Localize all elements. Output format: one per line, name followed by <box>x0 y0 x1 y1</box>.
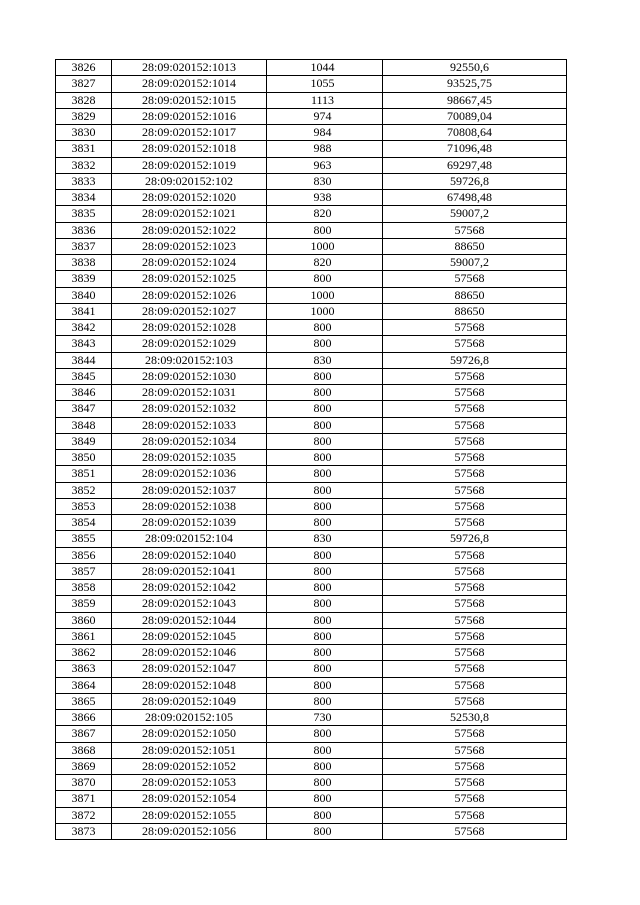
area-cell: 800 <box>267 336 383 352</box>
area-cell: 963 <box>267 157 383 173</box>
row-number-cell: 3835 <box>56 206 112 222</box>
value-cell: 57568 <box>383 563 567 579</box>
table-row <box>56 433 567 449</box>
table-row <box>56 303 567 319</box>
row-number-cell: 3833 <box>56 173 112 189</box>
value-cell: 57568 <box>383 336 567 352</box>
cadastral-number-cell: 28:09:020152:104 <box>112 531 267 547</box>
cadastral-number-cell: 28:09:020152:1019 <box>112 157 267 173</box>
row-number-cell: 3873 <box>56 823 112 839</box>
table-row <box>56 222 567 238</box>
table-row <box>56 645 567 661</box>
table-row <box>56 580 567 596</box>
cadastral-number-cell: 28:09:020152:1024 <box>112 255 267 271</box>
table-row <box>56 823 567 839</box>
row-number-cell: 3841 <box>56 303 112 319</box>
area-cell: 800 <box>267 742 383 758</box>
area-cell: 800 <box>267 775 383 791</box>
row-number-cell: 3863 <box>56 661 112 677</box>
table-row <box>56 693 567 709</box>
table-row <box>56 385 567 401</box>
cadastral-number-cell: 28:09:020152:1018 <box>112 141 267 157</box>
value-cell: 57568 <box>383 433 567 449</box>
value-cell: 57568 <box>383 596 567 612</box>
row-number-cell: 3836 <box>56 222 112 238</box>
table-row <box>56 401 567 417</box>
area-cell: 800 <box>267 726 383 742</box>
row-number-cell: 3855 <box>56 531 112 547</box>
value-cell: 59726,8 <box>383 352 567 368</box>
area-cell: 830 <box>267 352 383 368</box>
value-cell: 57568 <box>383 368 567 384</box>
table-row <box>56 742 567 758</box>
row-number-cell: 3868 <box>56 742 112 758</box>
cadastral-number-cell: 28:09:020152:1014 <box>112 76 267 92</box>
value-cell: 59007,2 <box>383 206 567 222</box>
value-cell: 57568 <box>383 401 567 417</box>
table-row <box>56 547 567 563</box>
row-number-cell: 3872 <box>56 807 112 823</box>
row-number-cell: 3859 <box>56 596 112 612</box>
area-cell: 800 <box>267 547 383 563</box>
cadastral-number-cell: 28:09:020152:1037 <box>112 482 267 498</box>
cadastral-number-cell: 28:09:020152:1041 <box>112 563 267 579</box>
row-number-cell: 3865 <box>56 693 112 709</box>
row-number-cell: 3838 <box>56 255 112 271</box>
row-number-cell: 3861 <box>56 628 112 644</box>
area-cell: 800 <box>267 758 383 774</box>
row-number-cell: 3850 <box>56 450 112 466</box>
table-row <box>56 352 567 368</box>
row-number-cell: 3849 <box>56 433 112 449</box>
cadastral-number-cell: 28:09:020152:1026 <box>112 287 267 303</box>
area-cell: 800 <box>267 222 383 238</box>
value-cell: 67498,48 <box>383 190 567 206</box>
cadastral-number-cell: 28:09:020152:1040 <box>112 547 267 563</box>
cadastral-number-cell: 28:09:020152:1043 <box>112 596 267 612</box>
cadastral-number-cell: 28:09:020152:1044 <box>112 612 267 628</box>
table-row <box>56 417 567 433</box>
table-row <box>56 336 567 352</box>
area-cell: 730 <box>267 710 383 726</box>
cadastral-number-cell: 28:09:020152:1025 <box>112 271 267 287</box>
value-cell: 59007,2 <box>383 255 567 271</box>
area-cell: 820 <box>267 255 383 271</box>
row-number-cell: 3831 <box>56 141 112 157</box>
row-number-cell: 3844 <box>56 352 112 368</box>
cadastral-number-cell: 28:09:020152:1020 <box>112 190 267 206</box>
area-cell: 800 <box>267 368 383 384</box>
cadastral-number-cell: 28:09:020152:1054 <box>112 791 267 807</box>
value-cell: 57568 <box>383 612 567 628</box>
row-number-cell: 3832 <box>56 157 112 173</box>
cadastral-number-cell: 28:09:020152:1031 <box>112 385 267 401</box>
value-cell: 57568 <box>383 515 567 531</box>
cadastral-number-cell: 28:09:020152:1034 <box>112 433 267 449</box>
cadastral-number-cell: 28:09:020152:1045 <box>112 628 267 644</box>
row-number-cell: 3864 <box>56 677 112 693</box>
row-number-cell: 3856 <box>56 547 112 563</box>
row-number-cell: 3846 <box>56 385 112 401</box>
table-row <box>56 206 567 222</box>
cadastral-number-cell: 28:09:020152:1016 <box>112 108 267 124</box>
cadastral-number-cell: 28:09:020152:1056 <box>112 823 267 839</box>
area-cell: 800 <box>267 661 383 677</box>
area-cell: 800 <box>267 596 383 612</box>
table-row <box>56 466 567 482</box>
table-row <box>56 791 567 807</box>
area-cell: 830 <box>267 531 383 547</box>
cadastral-number-cell: 28:09:020152:1052 <box>112 758 267 774</box>
area-cell: 800 <box>267 645 383 661</box>
cadastral-number-cell: 28:09:020152:102 <box>112 173 267 189</box>
row-number-cell: 3866 <box>56 710 112 726</box>
table-row <box>56 612 567 628</box>
row-number-cell: 3858 <box>56 580 112 596</box>
value-cell: 57568 <box>383 580 567 596</box>
value-cell: 57568 <box>383 742 567 758</box>
cadastral-number-cell: 28:09:020152:1029 <box>112 336 267 352</box>
cadastral-number-cell: 28:09:020152:1028 <box>112 320 267 336</box>
cadastral-number-cell: 28:09:020152:1051 <box>112 742 267 758</box>
area-cell: 800 <box>267 612 383 628</box>
table-row <box>56 125 567 141</box>
value-cell: 57568 <box>383 450 567 466</box>
table-row <box>56 108 567 124</box>
table-row <box>56 450 567 466</box>
area-cell: 800 <box>267 580 383 596</box>
area-cell: 800 <box>267 482 383 498</box>
cadastral-number-cell: 28:09:020152:1036 <box>112 466 267 482</box>
table-row <box>56 726 567 742</box>
cadastral-number-cell: 28:09:020152:1022 <box>112 222 267 238</box>
value-cell: 57568 <box>383 222 567 238</box>
table-row <box>56 173 567 189</box>
value-cell: 57568 <box>383 807 567 823</box>
value-cell: 71096,48 <box>383 141 567 157</box>
row-number-cell: 3862 <box>56 645 112 661</box>
row-number-cell: 3852 <box>56 482 112 498</box>
area-cell: 800 <box>267 433 383 449</box>
table-row <box>56 255 567 271</box>
cadastral-number-cell: 28:09:020152:1027 <box>112 303 267 319</box>
cadastral-number-cell: 28:09:020152:1055 <box>112 807 267 823</box>
value-cell: 57568 <box>383 758 567 774</box>
row-number-cell: 3843 <box>56 336 112 352</box>
table-row <box>56 775 567 791</box>
value-cell: 57568 <box>383 417 567 433</box>
row-number-cell: 3848 <box>56 417 112 433</box>
table-row <box>56 628 567 644</box>
area-cell: 938 <box>267 190 383 206</box>
value-cell: 98667,45 <box>383 92 567 108</box>
row-number-cell: 3857 <box>56 563 112 579</box>
cadastral-number-cell: 28:09:020152:1050 <box>112 726 267 742</box>
row-number-cell: 3830 <box>56 125 112 141</box>
cadastral-number-cell: 28:09:020152:1047 <box>112 661 267 677</box>
cadastral-number-cell: 28:09:020152:1013 <box>112 60 267 76</box>
table-row <box>56 76 567 92</box>
area-cell: 800 <box>267 401 383 417</box>
cadastral-number-cell: 28:09:020152:1032 <box>112 401 267 417</box>
value-cell: 52530,8 <box>383 710 567 726</box>
cadastral-number-cell: 28:09:020152:1023 <box>112 238 267 254</box>
table-row <box>56 807 567 823</box>
table-row <box>56 758 567 774</box>
value-cell: 93525,75 <box>383 76 567 92</box>
row-number-cell: 3829 <box>56 108 112 124</box>
row-number-cell: 3828 <box>56 92 112 108</box>
row-number-cell: 3839 <box>56 271 112 287</box>
table-row <box>56 677 567 693</box>
table-body <box>56 60 567 840</box>
value-cell: 70808,64 <box>383 125 567 141</box>
row-number-cell: 3860 <box>56 612 112 628</box>
cadastral-number-cell: 28:09:020152:1048 <box>112 677 267 693</box>
cadastral-number-cell: 28:09:020152:1015 <box>112 92 267 108</box>
row-number-cell: 3854 <box>56 515 112 531</box>
area-cell: 974 <box>267 108 383 124</box>
value-cell: 57568 <box>383 661 567 677</box>
table-row <box>56 157 567 173</box>
value-cell: 57568 <box>383 775 567 791</box>
row-number-cell: 3827 <box>56 76 112 92</box>
row-number-cell: 3837 <box>56 238 112 254</box>
table-row <box>56 515 567 531</box>
table-row <box>56 238 567 254</box>
row-number-cell: 3870 <box>56 775 112 791</box>
row-number-cell: 3847 <box>56 401 112 417</box>
table-row <box>56 271 567 287</box>
area-cell: 800 <box>267 417 383 433</box>
row-number-cell: 3842 <box>56 320 112 336</box>
area-cell: 1000 <box>267 287 383 303</box>
value-cell: 57568 <box>383 726 567 742</box>
cadastral-number-cell: 28:09:020152:1042 <box>112 580 267 596</box>
area-cell: 800 <box>267 320 383 336</box>
value-cell: 57568 <box>383 482 567 498</box>
row-number-cell: 3845 <box>56 368 112 384</box>
table-row <box>56 661 567 677</box>
area-cell: 800 <box>267 498 383 514</box>
table-row <box>56 498 567 514</box>
row-number-cell: 3853 <box>56 498 112 514</box>
area-cell: 800 <box>267 807 383 823</box>
cadastral-number-cell: 28:09:020152:1017 <box>112 125 267 141</box>
area-cell: 800 <box>267 823 383 839</box>
value-cell: 57568 <box>383 628 567 644</box>
area-cell: 988 <box>267 141 383 157</box>
row-number-cell: 3867 <box>56 726 112 742</box>
value-cell: 57568 <box>383 823 567 839</box>
area-cell: 1113 <box>267 92 383 108</box>
area-cell: 984 <box>267 125 383 141</box>
value-cell: 57568 <box>383 498 567 514</box>
cadastral-number-cell: 28:09:020152:105 <box>112 710 267 726</box>
table-row <box>56 531 567 547</box>
area-cell: 800 <box>267 628 383 644</box>
area-cell: 800 <box>267 271 383 287</box>
table-row <box>56 320 567 336</box>
area-cell: 820 <box>267 206 383 222</box>
area-cell: 800 <box>267 563 383 579</box>
value-cell: 88650 <box>383 303 567 319</box>
value-cell: 69297,48 <box>383 157 567 173</box>
area-cell: 800 <box>267 677 383 693</box>
row-number-cell: 3834 <box>56 190 112 206</box>
table-row <box>56 287 567 303</box>
table-row <box>56 368 567 384</box>
value-cell: 88650 <box>383 287 567 303</box>
row-number-cell: 3851 <box>56 466 112 482</box>
area-cell: 800 <box>267 385 383 401</box>
value-cell: 57568 <box>383 693 567 709</box>
cadastral-number-cell: 28:09:020152:1021 <box>112 206 267 222</box>
area-cell: 800 <box>267 515 383 531</box>
value-cell: 57568 <box>383 385 567 401</box>
value-cell: 59726,8 <box>383 173 567 189</box>
cadastral-number-cell: 28:09:020152:1038 <box>112 498 267 514</box>
cadastral-number-cell: 28:09:020152:103 <box>112 352 267 368</box>
area-cell: 800 <box>267 693 383 709</box>
table-row <box>56 710 567 726</box>
table-row <box>56 60 567 76</box>
area-cell: 1055 <box>267 76 383 92</box>
area-cell: 830 <box>267 173 383 189</box>
cadastral-number-cell: 28:09:020152:1049 <box>112 693 267 709</box>
cadastral-number-cell: 28:09:020152:1039 <box>112 515 267 531</box>
value-cell: 57568 <box>383 466 567 482</box>
value-cell: 57568 <box>383 547 567 563</box>
table-row <box>56 482 567 498</box>
cadastral-number-cell: 28:09:020152:1035 <box>112 450 267 466</box>
value-cell: 57568 <box>383 320 567 336</box>
value-cell: 88650 <box>383 238 567 254</box>
cadastral-number-cell: 28:09:020152:1033 <box>112 417 267 433</box>
table-row <box>56 141 567 157</box>
area-cell: 1000 <box>267 238 383 254</box>
table-row <box>56 596 567 612</box>
value-cell: 92550,6 <box>383 60 567 76</box>
table-row <box>56 92 567 108</box>
area-cell: 1044 <box>267 60 383 76</box>
table-row <box>56 190 567 206</box>
cadastral-number-cell: 28:09:020152:1053 <box>112 775 267 791</box>
value-cell: 57568 <box>383 271 567 287</box>
row-number-cell: 3826 <box>56 60 112 76</box>
data-table <box>55 59 567 840</box>
value-cell: 57568 <box>383 645 567 661</box>
area-cell: 800 <box>267 450 383 466</box>
value-cell: 59726,8 <box>383 531 567 547</box>
value-cell: 57568 <box>383 791 567 807</box>
value-cell: 70089,04 <box>383 108 567 124</box>
cadastral-number-cell: 28:09:020152:1046 <box>112 645 267 661</box>
area-cell: 800 <box>267 791 383 807</box>
table-row <box>56 563 567 579</box>
area-cell: 1000 <box>267 303 383 319</box>
cadastral-number-cell: 28:09:020152:1030 <box>112 368 267 384</box>
area-cell: 800 <box>267 466 383 482</box>
row-number-cell: 3871 <box>56 791 112 807</box>
value-cell: 57568 <box>383 677 567 693</box>
row-number-cell: 3869 <box>56 758 112 774</box>
row-number-cell: 3840 <box>56 287 112 303</box>
